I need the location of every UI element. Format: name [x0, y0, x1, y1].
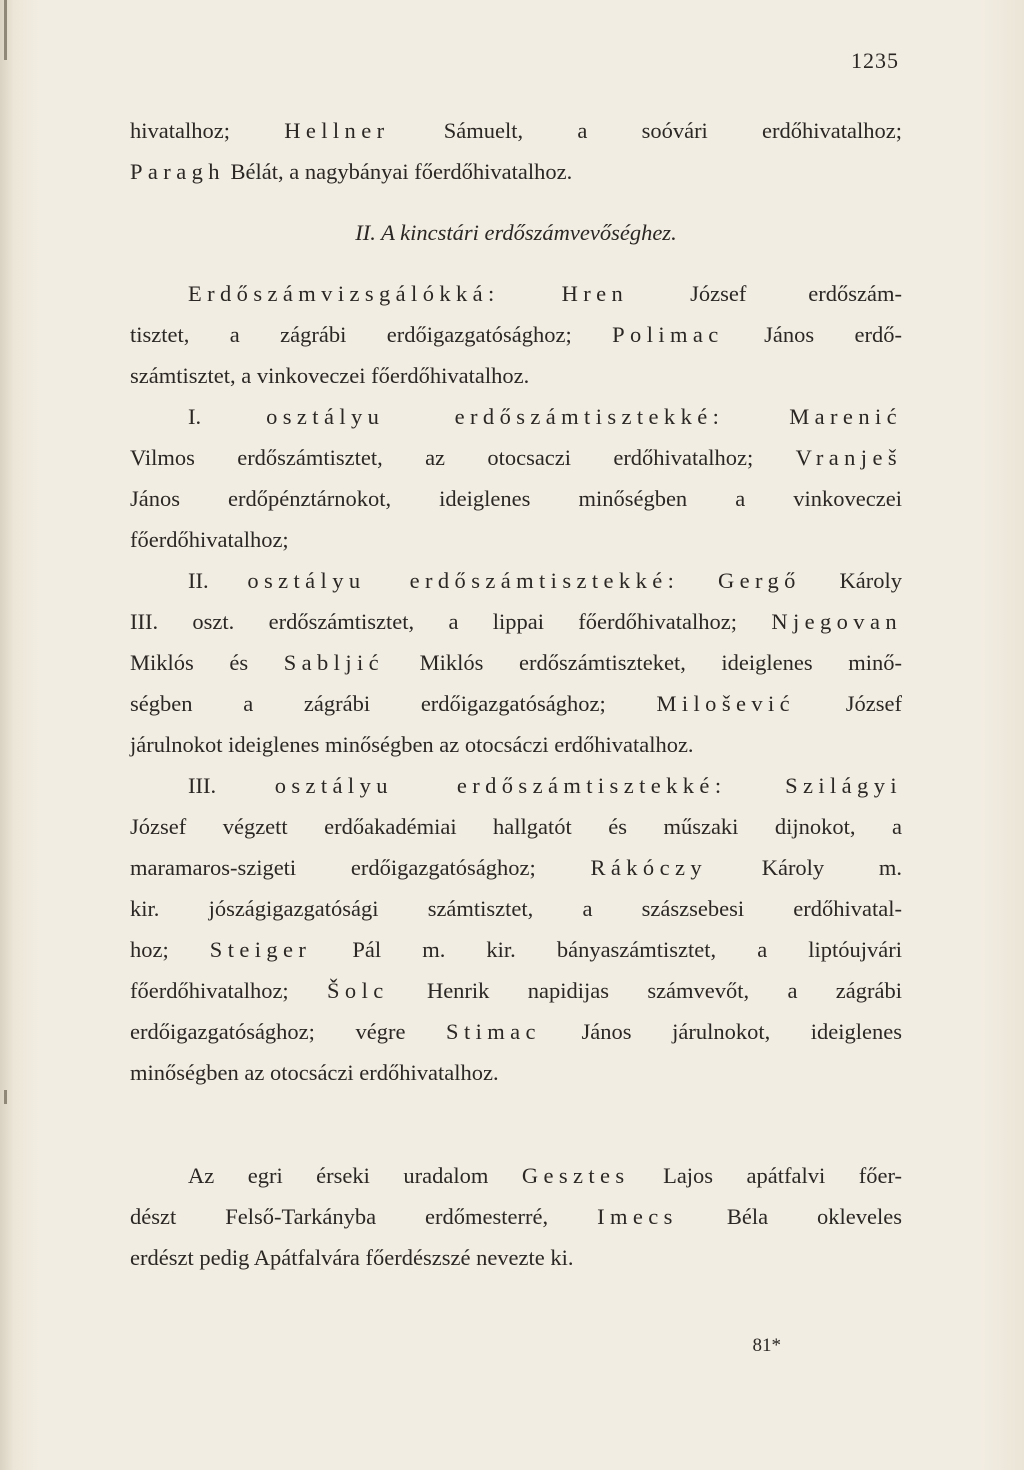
body-text: [130, 110, 902, 1278]
text-segment: hivatalhoz;: [130, 118, 285, 143]
text-segment: járulnokot ideiglenes minőségben az otocsáczi erdőhivatalhoz.: [130, 732, 694, 757]
text-line: [130, 642, 902, 683]
text-line: [130, 396, 902, 437]
spaced-name: Stimac: [446, 1019, 541, 1044]
text-line: [130, 765, 902, 806]
text-line: [130, 683, 902, 724]
italic-heading: II. A kincstári erdőszámvevőséghez.: [355, 220, 677, 245]
text-line: [130, 273, 902, 314]
text-segment: János erdőpénztárnokot, ideiglenes minőségben a vinkoveczei: [130, 486, 902, 511]
spaced-name: Gergő: [717, 568, 801, 593]
spaced-name: Hellner: [284, 118, 390, 143]
spaced-name: Milošević: [656, 691, 796, 716]
text-line: [130, 1196, 902, 1237]
spaced-name: Imecs: [597, 1204, 678, 1229]
text-line: [130, 888, 902, 929]
text-segment: erdészt pedig Apátfalvára főerdészszé nevezte ki.: [130, 1245, 574, 1270]
text-segment: Béla okleveles: [677, 1204, 902, 1229]
text-segment: János járulnokot, ideiglenes: [540, 1019, 902, 1044]
spaced-name: Vranješ: [795, 445, 902, 470]
text-segment: Lajos apátfalvi főer-: [629, 1163, 902, 1188]
text-line: [130, 1052, 902, 1093]
text-segment: III.: [188, 773, 275, 798]
text-segment: Sámuelt, a soóvári erdőhivatalhoz;: [389, 118, 902, 143]
text-segment: dészt Felső-Tarkányba erdőmesterré,: [130, 1204, 598, 1229]
text-line: [130, 478, 902, 519]
text-segment: főerdőhivatalhoz;: [130, 978, 328, 1003]
text-segment: [500, 281, 562, 306]
text-line: [130, 1237, 902, 1278]
binding-edge-mark: [4, 0, 7, 60]
text-line: [130, 1155, 902, 1196]
spaced-name: osztályu erdőszámtisztekké:: [274, 773, 727, 798]
text-segment: Bélát, a nagybányai főerdőhivatalhoz.: [224, 159, 573, 184]
text-line: [130, 929, 902, 970]
text-line: [130, 355, 902, 396]
text-segment: Vilmos erdőszámtisztet, az otocsaczi erdőhivatalhoz;: [130, 445, 796, 470]
text-segment: József: [795, 691, 903, 716]
text-segment: I.: [188, 404, 267, 429]
spaced-name: Polimac: [612, 322, 724, 347]
text-segment: Az egri érseki uradalom: [188, 1163, 522, 1188]
text-segment: Pál m. kir. bányaszámtisztet, a liptóujvári: [311, 937, 902, 962]
spaced-name: Marenić: [789, 404, 903, 429]
text-line: [130, 110, 902, 151]
text-segment: kir. jószágigazgatósági számtisztet, a szászsebesi erdőhivatal-: [130, 896, 902, 921]
binding-edge-mark: [4, 1090, 7, 1104]
text-segment: erdőigazgatósághoz; végre: [130, 1019, 447, 1044]
text-segment: minőségben az otocsáczi erdőhivatalhoz.: [130, 1060, 499, 1085]
text-segment: III. oszt. erdőszámtisztet, a lippai főerdőhivatalhoz;: [130, 609, 772, 634]
paragraph-gap: [130, 253, 902, 273]
text-line: [130, 806, 902, 847]
text-line: [130, 314, 902, 355]
text-segment: Henrik napidijas számvevőt, a zágrábi: [388, 978, 902, 1003]
section-heading: [130, 212, 902, 253]
signature-mark: 81*: [752, 1335, 781, 1356]
text-segment: János erdő-: [723, 322, 902, 347]
text-segment: hoz;: [130, 937, 210, 962]
spaced-name: Hren: [561, 281, 629, 306]
paragraph-gap: [130, 192, 902, 212]
section-gap: [130, 1093, 902, 1155]
text-segment: számtisztet, a vinkoveczei főerdőhivatalhoz.: [130, 363, 530, 388]
text-line: [130, 970, 902, 1011]
text-segment: Miklós és: [130, 650, 284, 675]
spaced-name: Erdőszámvizsgálókká:: [188, 281, 500, 306]
spaced-name: Šolc: [327, 978, 389, 1003]
text-segment: József erdőszám-: [628, 281, 902, 306]
spaced-name: osztályu erdőszámtisztekké:: [247, 568, 680, 593]
text-segment: [724, 404, 789, 429]
text-segment: ségben a zágrábi erdőigazgatósághoz;: [130, 691, 657, 716]
text-line: [130, 519, 902, 560]
text-line: [130, 601, 902, 642]
text-segment: [679, 568, 718, 593]
text-segment: Károly: [800, 568, 903, 593]
text-line: [130, 560, 902, 601]
text-line: [130, 847, 902, 888]
text-line: [130, 1011, 902, 1052]
spaced-name: Gesztes: [521, 1163, 630, 1188]
text-line: [130, 724, 902, 765]
text-segment: József végzett erdőakadémiai hallgatót és műszaki dijnokot, a: [130, 814, 902, 839]
text-line: [130, 151, 902, 192]
spaced-name: Rákóczy: [590, 855, 708, 880]
text-segment: Miklós erdőszámtiszteket, ideiglenes minő-: [384, 650, 902, 675]
spaced-name: osztályu erdőszámtisztekké:: [266, 404, 725, 429]
text-segment: [726, 773, 785, 798]
text-segment: tisztet, a zágrábi erdőigazgatósághoz;: [130, 322, 613, 347]
text-segment: maramaros-szigeti erdőigazgatósághoz;: [130, 855, 591, 880]
spaced-name: Steiger: [209, 937, 312, 962]
text-segment: II.: [188, 568, 248, 593]
text-segment: Károly m.: [707, 855, 902, 880]
text-line: [130, 437, 902, 478]
spaced-name: Njegovan: [771, 609, 902, 634]
page-number: 1235: [851, 48, 899, 73]
spaced-name: Szilágyi: [785, 773, 903, 798]
spaced-name: Paragh: [130, 159, 225, 184]
text-segment: főerdőhivatalhoz;: [130, 527, 289, 552]
spaced-name: Sabljić: [283, 650, 385, 675]
